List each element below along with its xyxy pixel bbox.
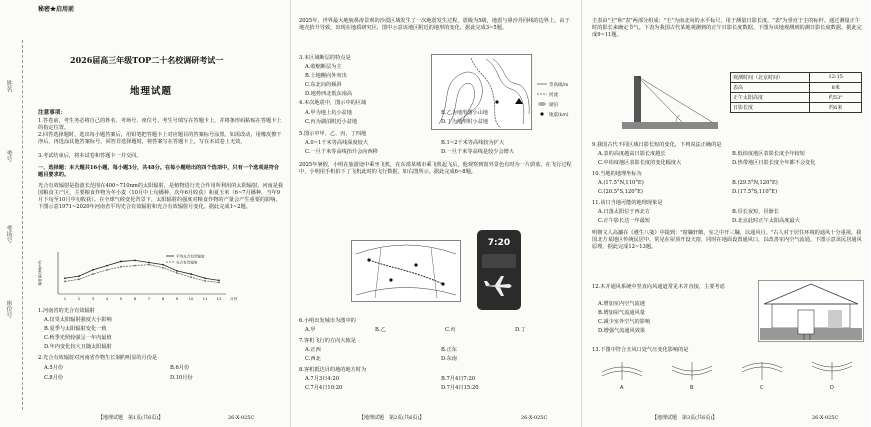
binding-label-name: 姓名: [5, 80, 12, 92]
phone-data-block: [482, 254, 516, 268]
q2-option-c: C.8月份: [44, 375, 64, 381]
flight-route-map: [351, 240, 461, 302]
binding-label-seat: 座位号: [5, 300, 12, 318]
chart-point: [106, 265, 108, 267]
chart-point: [134, 265, 136, 267]
q8-option-a: A.7月3日4:20: [305, 376, 340, 382]
airplane-icon: [483, 274, 515, 298]
q7-option-a: A.正西: [305, 347, 321, 353]
q10-option-b: B.(29.5°N,120°E): [732, 180, 778, 186]
q5-option-a: A.0~1千米等高线深度较大: [305, 140, 369, 146]
q2-option-a: A.5月份: [44, 365, 64, 371]
chart-point: [92, 273, 94, 275]
q5-option-c: C.一旦千米等高线抬升会向西移: [305, 149, 378, 155]
chart-point: [162, 264, 164, 266]
notice-2: 2.回答选择题时，选出每小题答案后，用铅笔把答题卡上对应题目的答案标号涂黑。如需改动，用橡皮擦干净后，再选涂其他答案标号。回答非选择题时，将答案写在答题卡上，写在本试卷上无效。: [38, 132, 282, 145]
table-header-value: 12:15: [828, 74, 843, 80]
chart-point: [120, 261, 122, 263]
subject-title: 地理试题: [130, 86, 173, 97]
footer-page-2: 【地理试题 第2页(共6页)】: [359, 415, 425, 421]
chart-point: [134, 260, 136, 262]
chart-point: [162, 267, 164, 269]
map-legend-river: 河流: [549, 93, 558, 98]
q11-option-a: A.日落太阳位于西北方: [598, 209, 651, 215]
table-header-label: 观测时间（北京时间）: [731, 73, 810, 82]
question-2: 2.光合有效辐射对河南省作物生长制约明显的月份是: [38, 355, 158, 361]
q3-option-a: A.收缩断层为主: [305, 64, 342, 70]
question-4: 4.本次地震中，图示中的区域: [299, 100, 367, 106]
chart-x-label: 月份: [230, 297, 238, 301]
q4-option-a: A.甲为地上坑小盆地: [305, 110, 352, 116]
chart-x-tick: 7: [147, 296, 151, 301]
map-legend-contour: 等高线/m: [549, 83, 569, 88]
gnomon-figure: [622, 70, 718, 136]
map-legend-quake: 地震(km): [549, 113, 569, 118]
page-1: [0, 0, 288, 427]
phone-clock: 7:20: [487, 238, 511, 248]
chart-point: [218, 279, 220, 281]
q6-option-d: D.丁: [515, 327, 526, 333]
q6-option-c: C.丙: [445, 327, 456, 333]
chart-x-tick: 2: [77, 296, 81, 301]
page-2: [290, 0, 581, 427]
q3-option-d: D.地势西北低东南高: [305, 91, 353, 97]
question-7: 7.客机飞行的方向大致是: [299, 338, 356, 344]
phone-screenshot: [477, 230, 521, 310]
q2-option-b: B.6月份: [170, 365, 190, 371]
table-cell: 约53°: [828, 95, 843, 101]
chart-point: [204, 277, 206, 279]
footer-page-1: 【地理试题 第1页(共6页)】: [98, 415, 164, 421]
q5-option-b: B.1~2千米等高线较为扩大: [441, 140, 505, 146]
chart-x-tick: 12: [216, 296, 222, 301]
q13-label-a: A: [620, 385, 624, 391]
chart-point: [64, 277, 66, 279]
question-3: 3.本区域断层的特点是: [299, 55, 351, 61]
q12-option-c: C.减少室外空气的影响: [598, 319, 651, 325]
footer-page-3: 【地理试题 第3页(共6页)】: [652, 415, 718, 421]
q1-option-c: C.秋季光照较强呈一年内最值: [44, 335, 112, 341]
passage-3: 2025年暑假，小明在旅游途中乘坐飞机，在东部某城市乘飞机起飞后，他观察到窗外景色有时为一片蔚蓝。在飞行过程中，小明用手机拍下了飞机此时的飞行数据，如右图所示。据此完成6~8题。: [299, 162, 572, 175]
chart-x-tick: 11: [202, 296, 208, 301]
q7-option-b: B.正东: [441, 347, 457, 353]
question-5: 5.图示中甲、乙、丙、丁四地: [299, 131, 367, 137]
footer-code-3: 26-X-025C: [812, 415, 839, 421]
q4-option-b: B.乙为地形图小山地: [441, 110, 488, 116]
section-1-heading: 一、选择题：本大题共16小题，每小题3分，共48分。在每小题给出的四个选项中，只有一个选项是符合题目要求的。: [38, 165, 280, 178]
chart-point: [64, 281, 66, 283]
chart-x-tick: 1: [63, 296, 67, 301]
chart-x-tick: 9: [175, 296, 179, 301]
pressure-option-diagrams: [598, 358, 864, 392]
q8-option-d: D.7月4日15:20: [441, 385, 479, 391]
question-9: 9.我国古代不同区域日影长短的变化，下列说法正确的是: [592, 142, 722, 148]
chart-x-tick: 6: [133, 296, 137, 301]
passage-4: 圭表由"圭"和"表"两部分组成："圭"为南北向的水平标尺，用于测量日影长度，"表"为垂直于圭的标杆。通过测量正午时的影长来确定节气。下表为我国古代某地观测到的正午日影长度数据。下图为该地观测到的测日影长度数据。据此完成9~11题。: [592, 18, 862, 38]
q13-label-b: B: [690, 385, 694, 391]
binding-dashed-line: [22, 40, 23, 410]
chart-point: [78, 275, 80, 277]
secret-label: 秘密★启用前: [38, 6, 75, 13]
q8-option-c: C.7月4日10:20: [305, 385, 343, 391]
q3-option-c: C.东北向的倾斜: [305, 82, 342, 88]
radiation-line-chart: [36, 248, 236, 304]
chart-legend-label: 平均光合有效辐射: [176, 254, 205, 259]
q12-option-b: B.增加屋气流通风量: [598, 310, 645, 316]
chart-point: [78, 278, 80, 280]
q1-option-b: B.夏季与太阳辐射变化一致: [44, 326, 107, 332]
passage-1: 光合有效辐射是指波长范围在400~710nm的太阳辐射，是植物进行光合作用所利用的太阳辐射。河南是我国粮食主产区，主要粮食作物为冬小麦（10月中上旬播种，次年6月收获）和夏玉米（6~7月播种，当年9月下旬至10月中旬收获）。在全球气候变化背景下，太阳辐射的强度对粮食作物的产量会产生重要的影响。下图示意1971~2020年河南省平均光合有效辐射和光合有效辐射月变化。据此完成1~2题。: [38, 183, 284, 210]
q13-label-c: C: [760, 385, 764, 391]
chart-point: [148, 262, 150, 264]
chart-series-line: [65, 265, 219, 283]
chart-point: [148, 264, 150, 266]
chart-point: [176, 270, 178, 272]
notice-1: 1.答卷前，考生务必将自己的姓名、考场号、座位号、考生号填写在答题卡上，并将条形码粘贴在答题卡上的指定位置。: [38, 118, 282, 131]
question-11: 11.该日当地可能的地理现象是: [592, 200, 663, 206]
chart-point: [176, 272, 178, 274]
chart-point: [92, 269, 94, 271]
q9-option-a: A.表的高度越高日影长度越长: [598, 151, 666, 157]
observation-table: [730, 72, 862, 113]
chart-x-tick: 4: [105, 296, 109, 301]
chart-x-tick: 3: [91, 296, 95, 301]
q6-option-b: B.乙: [375, 327, 386, 333]
binding-label-room: 考场号: [5, 225, 12, 243]
chart-x-tick: 8: [161, 296, 165, 301]
q7-option-d: D.东南: [441, 356, 457, 362]
question-6: 6.小明出发城市为图中的: [299, 318, 356, 324]
binding-margin: [0, 0, 30, 427]
q10-option-c: C.(20.5°S,120°E): [598, 189, 643, 195]
table-cell: 正午太阳高度: [731, 93, 810, 102]
question-8: 8.客机抵达目的地的地方时为: [299, 367, 367, 373]
q2-option-d: D.10月份: [170, 375, 193, 381]
question-1: 1.河南省的光合有效辐射: [38, 308, 95, 314]
notice-3: 3.考试结束后，将本试卷和答题卡一并交回。: [38, 153, 142, 159]
q8-option-b: B.7月4日7:20: [441, 376, 476, 382]
q9-option-c: C.中纬度地区表影长度的变化幅度大: [598, 160, 682, 166]
chart-point: [106, 269, 108, 271]
house-ventilation-figure: [758, 280, 864, 342]
chart-x-tick: 10: [188, 296, 194, 301]
chart-x-tick: 5: [119, 296, 123, 301]
q13-label-d: D: [830, 385, 834, 391]
binding-label-id: 考号: [5, 150, 12, 162]
q5-option-d: D.一旦千米等高线是较少会增大: [441, 149, 515, 155]
q11-option-d: D.北京此时正午太阳高度最大: [732, 218, 800, 224]
table-cell: 8米: [831, 85, 840, 91]
notice-title: 注意事项：: [38, 110, 66, 116]
table-cell: 表高: [731, 83, 810, 92]
q3-option-b: B.上地幔向外突出: [305, 73, 347, 79]
chart-legend-label: 光合有效辐射: [176, 260, 198, 265]
passage-2: 2025年，世界最大地貌鼻涛景观的沙漠区域发生了一次地震发生过程，震级为5级，地震与鼻沙丹同线的边界上，由于地壳抬升导致，出现在地质研究区，图中示意该地区附近的地形的变化。据此完成3~5题。: [299, 18, 570, 31]
q9-option-b: B.低纬度地区表影长度全年较短: [732, 151, 805, 157]
question-13: 13.下图中符合丑风口处气压变化影响的是: [592, 347, 689, 353]
q11-option-c: C.正午影长达一年最短: [598, 218, 651, 224]
chart-point: [218, 282, 220, 284]
q9-option-d: D.热带地区日影长度全年都不会变化: [732, 160, 816, 166]
passage-5: 明朝文人高濂在《遵生八笺》中提到："窗牖轩敞，室之中开三牖，以通风月。"古人对于居住环境的通风十分重视。我国北方某地区传统民居中，常见在屋顶开设天窗，同时在地面设置通风口，以改善室内空气流通。下图示意该民居通风原理。据此完成12~13题。: [592, 230, 862, 250]
q1-option-d: D.年内变化较大且随太阳辐射: [44, 344, 112, 350]
chart-point: [190, 276, 192, 278]
table-cell: 约6米: [829, 105, 843, 111]
chart-y-label: 辐射量/(MJ/m²): [38, 260, 42, 286]
chart-point: [204, 280, 206, 282]
question-10: 10.当地的地理坐标为: [592, 171, 642, 177]
q4-option-c: C.丙为湖泊附近小盆地: [305, 119, 358, 125]
q4-option-d: D.丁为地形附小盆地: [441, 119, 489, 125]
exam-title: 2026届高三年级TOP二十名校调研考试一: [70, 55, 224, 65]
map-legend-lake: 湖泊: [549, 103, 558, 108]
footer-code-1: 26-X-025C: [228, 415, 255, 421]
q11-option-b: B.昼长夜短，昼渐长: [732, 209, 779, 215]
q12-option-a: A.增加室内空气流速: [598, 301, 645, 307]
question-12: 12.木并通风系统中竖直向风通道常见木并直接，主要考虑: [592, 284, 725, 290]
q10-option-a: A.(17.5°N,110°E): [598, 180, 644, 186]
chart-point: [190, 273, 192, 275]
q1-option-a: A.仅受太阳辐射强度大小影响: [44, 317, 112, 323]
q10-option-d: D.(17.5°S,110°E): [732, 189, 778, 195]
page-3: [581, 0, 871, 427]
q7-option-c: C.西北: [305, 356, 321, 362]
table-cell: 日影长度: [731, 103, 810, 112]
q6-option-a: A.甲: [305, 327, 316, 333]
chart-point: [120, 266, 122, 268]
footer-code-2: 26-X-025C: [521, 415, 548, 421]
q12-option-d: D.增强气流通风效果: [598, 328, 646, 334]
